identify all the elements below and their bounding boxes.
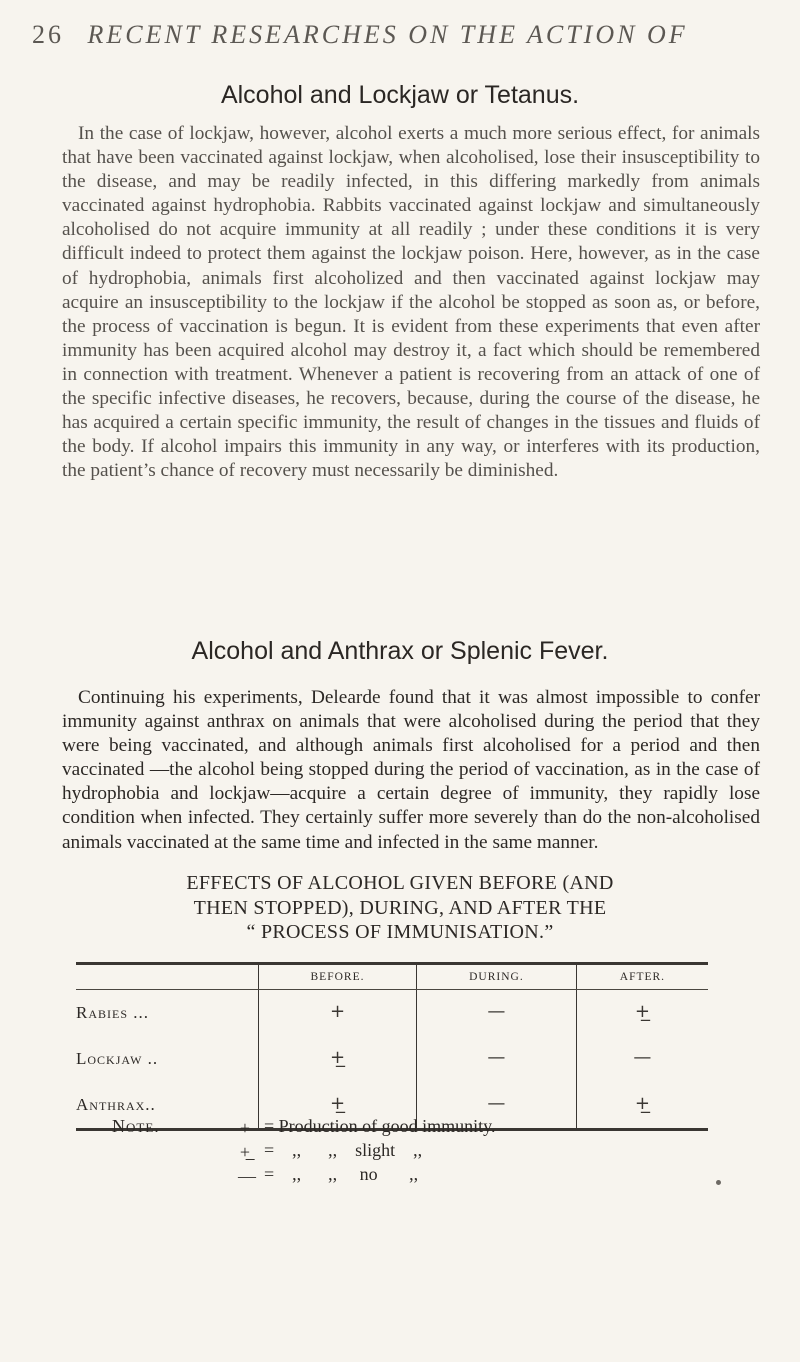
print-dot (716, 1180, 721, 1185)
cell-after (576, 1036, 708, 1082)
dash-symbol: — (487, 1001, 506, 1022)
row-label: Lockjaw .. (76, 1049, 159, 1068)
table-caption (0, 871, 800, 945)
caption-line: THEN STOPPED), DURING, AND AFTER THE (193, 896, 607, 919)
column-header-after: AFTER. (576, 964, 708, 990)
note-text: = ,, ,, no ,, (264, 1164, 419, 1184)
table-row-rabies (76, 990, 708, 1037)
dash-symbol: — (633, 1047, 652, 1068)
note-symbol: + (239, 1118, 251, 1138)
section-heading-lockjaw: Alcohol and Lockjaw or Tetanus. (220, 81, 580, 109)
plus-symbol: + (329, 1001, 346, 1022)
cell-during (417, 1036, 577, 1082)
paragraph-anthrax: Continuing his experiments, Delearde found that it was almost impossible to confer immunity against anthrax on animals that were alcoholised during the period that they were being vaccinated, and although animals first alcoholised for a period and then vaccinated —the alcohol being stopped during the period of vaccination, as in the case of hydrophobia and lockjaw—acquire a certain degree of immunity, they rapidly lose condition when infected. They certainly suffer more severely than do the non-alcoholised animals vaccinated at the same time and infected in the same manner. (62, 687, 760, 853)
note-row (112, 1164, 712, 1188)
table-corner-cell (76, 964, 259, 990)
dash-symbol: — (487, 1047, 506, 1068)
note-row (112, 1116, 712, 1140)
paragraph-lockjaw: In the case of lockjaw, however, alcohol exerts a much more serious effect, for animals that have been vaccinated against lockjaw, when alcoholised, lose their insusceptibility to the disease, and may be readily infected, in this differing markedly from animals vaccinated against hydrophobia. Rabbits vaccinated against lockjaw and simultaneously alcoholised do not acquire immunity at all readily ; under these conditions it is very difficult indeed to protect them against the lockjaw poison. Here, however, as in the case of hydrophobia, animals first alcoholized and then vaccinated against lockjaw may acquire an insusceptibility to the lockjaw if the alcohol be stopped as soon as, or before, the process of vaccination is begun. It is evident from these experiments that even after immunity has been acquired alcohol may destroy it, a fact which should be remembered in connection with treatment. Whenever a patient is recovering from an attack of one of the specific infective diseases, he recovers, because, during the course of the disease, he has acquired a certain specific immunity, the result of changes in the tissues and fluids of the body. If alcohol impairs this immunity in any way, or interferes with its production, the patient’s chance of recovery must necessarily be diminished. (62, 123, 760, 482)
page-number: 26 (32, 20, 64, 49)
note-text: = ,, ,, slight ,, (264, 1140, 423, 1160)
note-row (112, 1140, 712, 1164)
note-label: Note. (112, 1116, 160, 1136)
dash-symbol: — (487, 1093, 506, 1114)
plus-underlined-symbol: +̲ (634, 1093, 650, 1114)
table-header-row (76, 964, 708, 990)
note-symbol: +̲ (239, 1142, 251, 1162)
cell-before (259, 990, 417, 1037)
cell-during (417, 990, 577, 1037)
note-symbol: — (238, 1166, 256, 1186)
caption-line: “ PROCESS OF IMMUNISATION.” (246, 921, 554, 943)
note-text: = Production of good immunity. (264, 1116, 496, 1136)
effects-table (76, 962, 708, 1131)
running-header (32, 20, 772, 50)
plus-underlined-symbol: +̲ (634, 1001, 650, 1022)
plus-underlined-symbol: +̲ (329, 1093, 346, 1114)
table-row-lockjaw (76, 1036, 708, 1082)
column-header-before: BEFORE. (259, 964, 417, 990)
caption-line: EFFECTS OF ALCOHOL GIVEN BEFORE (AND (186, 872, 614, 894)
section-heading-anthrax: Alcohol and Anthrax or Splenic Fever. (191, 637, 609, 665)
row-label: Anthrax.. (76, 1082, 259, 1130)
column-header-during: DURING. (417, 964, 577, 990)
plus-underlined-symbol: +̲ (329, 1047, 346, 1068)
row-label: Rabies ... (76, 1003, 150, 1022)
running-title: RECENT RESEARCHES ON THE ACTION OF (87, 20, 688, 49)
table-note (112, 1116, 712, 1188)
cell-after (576, 990, 708, 1037)
cell-before (259, 1036, 417, 1082)
